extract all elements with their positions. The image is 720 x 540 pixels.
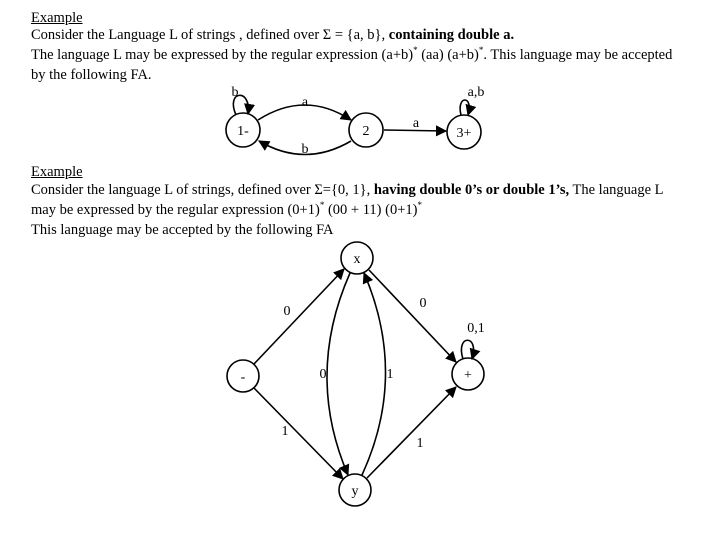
example2-line1-text: Consider the language L of strings, defined over Σ={0, 1}, <box>31 182 374 198</box>
fa1 <box>226 95 481 154</box>
fa2-edge-y-x <box>362 273 386 475</box>
fa2-edge-x-y <box>327 273 350 475</box>
fa1-state-1-label: 1- <box>237 124 249 139</box>
fa2-state-final-label: + <box>464 368 472 383</box>
fa1-loop-3 <box>460 100 469 115</box>
fa2-edge-start-y <box>254 388 343 479</box>
example2-line3: This language may be accepted by the following FA <box>31 222 334 238</box>
fa1-edge-2-3-label: a <box>412 116 420 131</box>
example1-star1: * <box>413 45 418 55</box>
fa2-state-x-label: x <box>353 252 361 267</box>
fa2-edge-x-final <box>369 270 456 362</box>
fa2-y-final-label: 1 <box>416 436 424 451</box>
example1-line1-bold: containing double a. <box>388 27 515 43</box>
fa2-x-y-label: 0 <box>319 367 327 382</box>
fa2-x-final-label: 0 <box>419 296 427 311</box>
fa1-edge-1-2-label: a <box>301 95 309 110</box>
example1-heading: Example <box>31 10 83 26</box>
fa1-loop3-label: a,b <box>467 85 485 100</box>
fa2 <box>227 242 484 506</box>
example2-heading: Example <box>31 164 83 180</box>
example2-star1: * <box>319 200 325 210</box>
fa1-state-2-label: 2 <box>362 124 370 139</box>
fa2-y-x-label: 1 <box>386 367 394 382</box>
fa2-start-y-label: 1 <box>281 424 289 439</box>
example1-star2: * <box>478 45 484 55</box>
example1-line3: by the following FA. <box>31 67 152 83</box>
fa2-state-start-label: - <box>240 370 246 385</box>
fa2-state-y-label: y <box>351 484 359 499</box>
fa2-start-x-label: 0 <box>283 304 291 319</box>
fa2-edge-start-x <box>254 269 344 364</box>
example1-regex-part1: The language L may be expressed by the regular expression (a+b) <box>31 47 414 63</box>
fa2-loop-final-label: 0,1 <box>467 321 485 336</box>
example1-regex-part3: . This language may be accepted <box>483 47 673 63</box>
example2-regex-part1: may be expressed by the regular expression (0+1) <box>31 202 320 218</box>
example2-line1-bold: having double 0’s or double 1’s, <box>373 182 570 198</box>
example1-line1-text: Consider the Language L of strings , defined over Σ = {a, b}, <box>31 27 389 43</box>
example1-regex-part2: (aa) (a+b) <box>417 47 479 63</box>
example2-regex-part2: (00 + 11) (0+1) <box>324 202 418 218</box>
example2-line1-tail: The language L <box>569 182 664 198</box>
example2-star2: * <box>417 200 422 210</box>
fa1-edge-2-1-label: b <box>301 142 309 157</box>
fa2-edge-y-final <box>367 387 456 478</box>
fa1-loop1-label: b <box>231 85 239 100</box>
fa1-state-3-label: 3+ <box>456 126 472 141</box>
fa2-loop-final <box>461 340 473 359</box>
